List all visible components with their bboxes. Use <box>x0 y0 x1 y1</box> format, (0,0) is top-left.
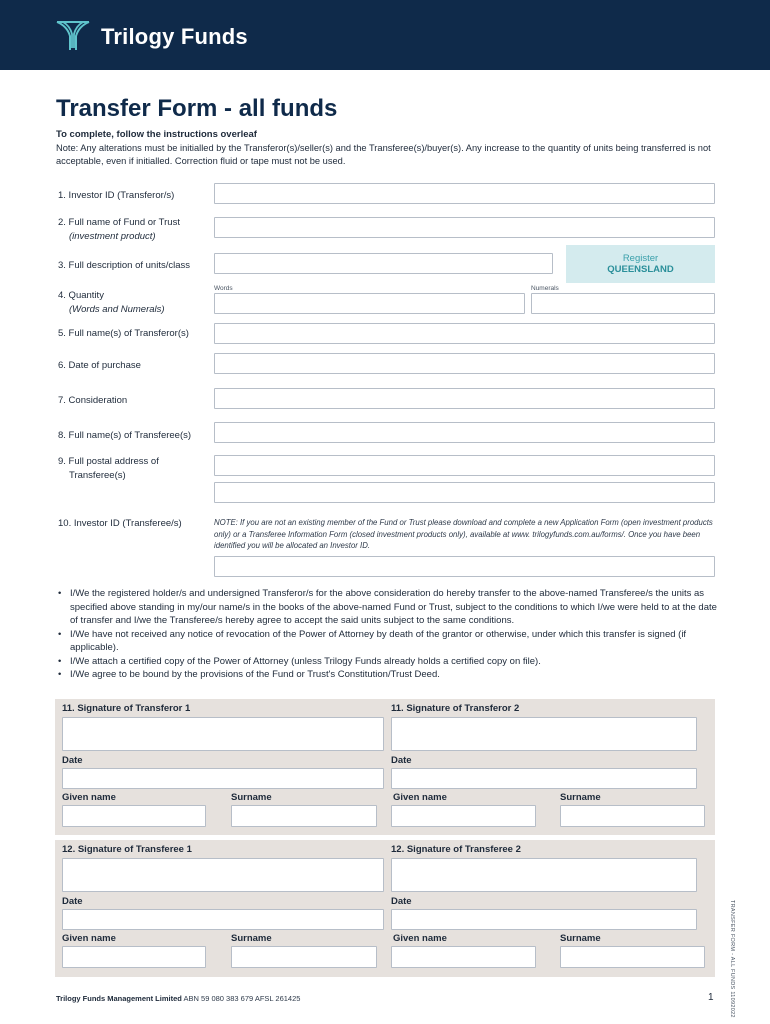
words-caption: Words <box>214 285 233 292</box>
field-label-consideration: 7. Consideration <box>58 395 128 406</box>
field-label-transferor-names: 5. Full name(s) of Transferor(s) <box>58 328 189 339</box>
purchase-date-input[interactable] <box>214 353 715 374</box>
transferee1-signature-field[interactable] <box>62 858 384 892</box>
declaration-list <box>58 587 718 682</box>
field-label-fund-name: 2. Full name of Fund or Trust <box>58 217 180 228</box>
transferee2-given-name-label: Given name <box>393 933 447 944</box>
declaration-item: • I/We have not received any notice of revocation of the Power of Attorney by death of the grantor or otherwise, under which this transfer is signed (if applicable). <box>58 628 718 655</box>
field-label-postal-address-cont: Transferee(s) <box>69 470 126 481</box>
transferor2-given-name-input[interactable] <box>391 805 536 827</box>
field-label-investor-id: 1. Investor ID (Transferor/s) <box>58 190 175 201</box>
transferor-names-input[interactable] <box>214 323 715 344</box>
transferor1-signature-heading: 11. Signature of Transferor 1 <box>62 703 191 714</box>
transferor2-signature-field[interactable] <box>391 717 697 751</box>
transferee1-date-label: Date <box>62 896 83 907</box>
field-label-transferee-investor-id: 10. Investor ID (Transferee/s) <box>58 518 182 529</box>
transferor2-date-label: Date <box>391 755 412 766</box>
transferee1-signature-heading: 12. Signature of Transferee 1 <box>62 844 192 855</box>
transferee1-given-name-label: Given name <box>62 933 116 944</box>
transferor1-given-name-input[interactable] <box>62 805 206 827</box>
footer-company: Trilogy Funds Management Limited <box>56 994 182 1003</box>
instructions-note: Note: Any alterations must be initialled by the Transferor(s)/seller(s) and the Transferee(s)/buyer(s). Any increase to the quantity of units being transferred is not acceptable, even if initialled. Correction fluid or tape must not be used. <box>56 143 711 166</box>
declaration-item: • I/We attach a certified copy of the Power of Attorney (unless Trilogy Funds already holds a certified copy on file). <box>58 655 718 669</box>
field-sublabel-quantity: (Words and Numerals) <box>69 304 165 315</box>
register-badge <box>566 245 715 283</box>
transferor2-date-input[interactable] <box>391 768 697 789</box>
transferor1-surname-input[interactable] <box>231 805 377 827</box>
declaration-item: • I/We the registered holder/s and undersigned Transferor/s for the above consideration do hereby transfer to the above-named Transferee/s the units as specified above standing in my/our name/s in the books of the above-named Fund or Trust, subject to the conditions to which I/we were held to at the date of transfer and I/we the Transferee/s hereby agree to accept the said units subject to the same conditions. <box>58 587 718 628</box>
transferee2-surname-label: Surname <box>560 933 601 944</box>
page-number: 1 <box>708 992 714 1003</box>
field-label-postal-address: 9. Full postal address of <box>58 456 159 467</box>
transferor2-signature-heading: 11. Signature of Transferor 2 <box>391 703 520 714</box>
register-label: Register <box>622 253 659 264</box>
footer-details: ABN 59 080 383 679 AFSL 261425 <box>183 994 301 1003</box>
instructions-heading: To complete, follow the instructions overleaf <box>56 129 257 140</box>
numerals-caption: Numerals <box>531 285 559 292</box>
units-description-input[interactable] <box>214 253 553 274</box>
form-code-vertical: TRANSFER FORM - ALL FUNDS 11092022 <box>729 900 735 1018</box>
quantity-numerals-input[interactable] <box>531 293 715 314</box>
investor-id-input[interactable] <box>214 183 715 204</box>
field-sublabel-fund-name: (investment product) <box>69 231 156 242</box>
brand-name: Trilogy Funds <box>101 24 248 49</box>
transferee-investor-id-input[interactable] <box>214 556 715 577</box>
field-label-units-description: 3. Full description of units/class <box>58 260 191 271</box>
transferee-id-note: NOTE: If you are not an existing member of the Fund or Trust please download and complete a new Application Form (open investment products only) or a Transferee Information Form (closed investment products only), available at www. trilogyfunds.com.au/forms/. Once you have been identified you will be allocated an Investor ID. <box>214 518 713 550</box>
transferee2-date-input[interactable] <box>391 909 697 930</box>
transferor1-given-name-label: Given name <box>62 792 116 803</box>
transferee-names-input[interactable] <box>214 422 715 443</box>
transferor1-signature-field[interactable] <box>62 717 384 751</box>
transferee1-given-name-input[interactable] <box>62 946 206 968</box>
register-state: QUEENSLAND <box>607 264 674 275</box>
field-label-purchase-date: 6. Date of purchase <box>58 360 141 371</box>
transferee2-given-name-input[interactable] <box>391 946 536 968</box>
fund-name-input[interactable] <box>214 217 715 238</box>
footer <box>56 994 300 1003</box>
transferee2-signature-field[interactable] <box>391 858 697 892</box>
transferee1-surname-input[interactable] <box>231 946 377 968</box>
transferee2-signature-heading: 12. Signature of Transferee 2 <box>391 844 521 855</box>
field-label-quantity: 4. Quantity <box>58 290 104 301</box>
transferor2-surname-input[interactable] <box>560 805 705 827</box>
postal-address-line2-input[interactable] <box>214 482 715 503</box>
field-label-transferee-names: 8. Full name(s) of Transferee(s) <box>58 430 192 441</box>
transferor1-surname-label: Surname <box>231 792 272 803</box>
transferor2-given-name-label: Given name <box>393 792 447 803</box>
quantity-words-input[interactable] <box>214 293 525 314</box>
transferor1-date-label: Date <box>62 755 83 766</box>
transferee1-surname-label: Surname <box>231 933 272 944</box>
declaration-item: • I/We agree to be bound by the provisions of the Fund or Trust's Constitution/Trust Deed. <box>58 668 718 682</box>
transferee2-surname-input[interactable] <box>560 946 705 968</box>
transferor2-surname-label: Surname <box>560 792 601 803</box>
transferee1-date-input[interactable] <box>62 909 384 930</box>
postal-address-line1-input[interactable] <box>214 455 715 476</box>
transferor1-date-input[interactable] <box>62 768 384 789</box>
transferee2-date-label: Date <box>391 896 412 907</box>
consideration-input[interactable] <box>214 388 715 409</box>
brand-header <box>0 0 770 70</box>
page-title: Transfer Form - all funds <box>56 95 338 122</box>
trilogy-logo-icon <box>55 20 91 52</box>
